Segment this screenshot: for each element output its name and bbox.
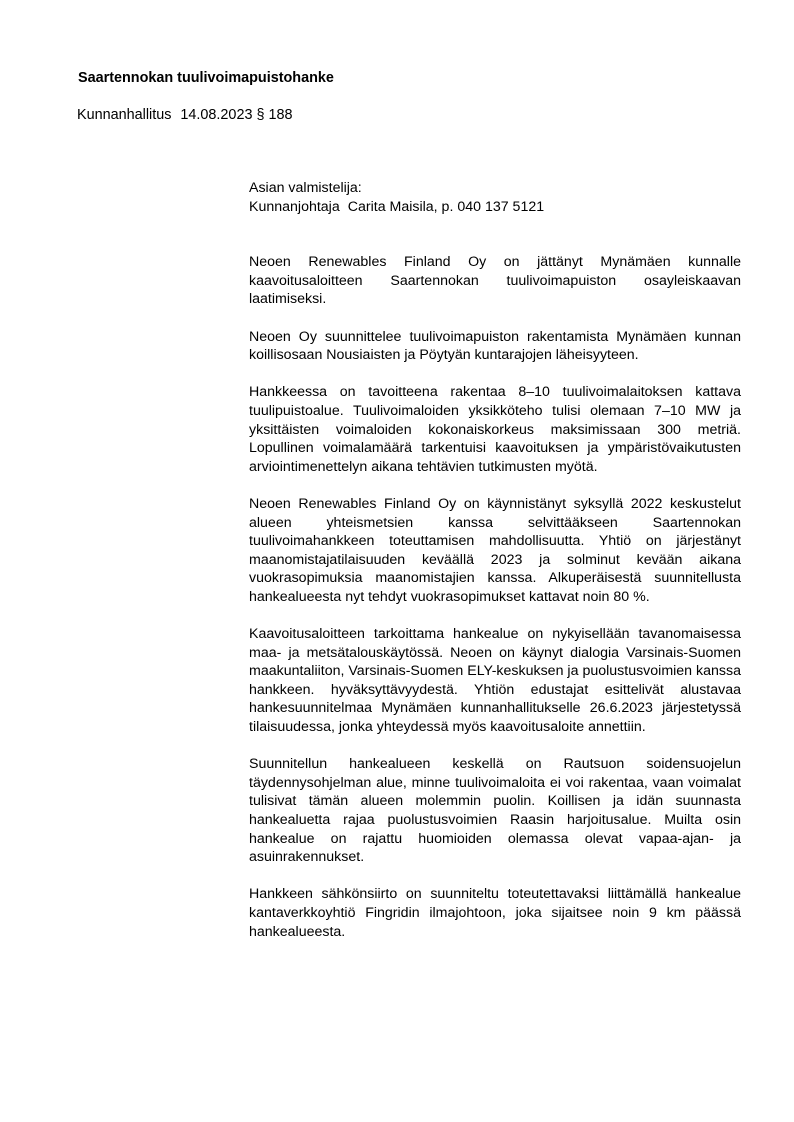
preparer-line (249, 198, 741, 217)
body-paragraphs (249, 253, 741, 941)
paragraph-landowners: Neoen Renewables Finland Oy on käynnistänyt syksyllä 2022 keskustelut alueen yhteismetsien kanssa selvittääkseen Saartennokan tuulivoimahankkeen toteuttamisen mahdollisuutta. Yhtiö on järjestänyt maanomistajatilaisuuden keväällä 2023 ja solminut kevään aikana vuokrasopimuksia maanomistajien kanssa. Alkuperäisestä suunnitellusta hankealueesta nyt tehdyt vuokrasopimukset kattavat noin 80 %. (249, 495, 741, 605)
paragraph-project-scope: Hankkeessa on tavoitteena rakentaa 8–10 tuulivoimalaitoksen kattava tuulipuistoalue. Tuulivoimaloiden yksikköteho tulisi olemaan 7–10 MW ja yksittäisten voimaloiden kokonaiskorkeus maksimissaan 300 metriä. Lopullinen voimalamäärä tarkentuisi kaavoituksen ja ympäristövaikutusten arviointimenettelyn aikana tehtävien tutkimusten myötä. (249, 384, 741, 475)
paragraph-initiative: Neoen Renewables Finland Oy on jättänyt Mynämäen kunnalle kaavoitusaloitteen Saartennokan tuulivoimapuiston osayleiskaavan laatimiseksi. (249, 254, 741, 308)
paragraph-location: Neoen Oy suunnittelee tuulivoimapuiston rakentamista Mynämäen kunnan koillisosaan Nousiaisten ja Pöytyän kuntarajojen läheisyyteen. (249, 328, 741, 364)
preparer-block (249, 179, 741, 216)
paragraph-grid-connection: Hankkeen sähkönsiirto on suunniteltu toteutettavaksi liittämällä hankealue kantaverkkoyhtiö Fingridin ilmajohtoon, joka sijaitsee noin 9 km päässä hankealueesta. (249, 886, 741, 940)
preparer-name-phone: Carita Maisila, p. 040 137 5121 (347, 198, 545, 215)
meeting-body: Kunnanhallitus (77, 107, 172, 123)
paragraph-land-use: Kaavoitusaloitteen tarkoittama hankealue on nykyisellään tavanomaisessa maa- ja metsätalouskäytössä. Neoen on käynyt dialogia Varsinais-Suomen maakuntaliiton, Varsinais-Suomen ELY-keskuksen ja puolustusvoimien kanssa hankkeen. hyväksyttävyydestä. Yhtiön edustajat esittelivät alustavaa hankesuunnitelmaa Mynämäen kunnanhallitukselle 26.6.2023 järjestetyssä tilaisuudessa, jonka yhteydessä myös kaavoitusaloite annettiin. (249, 626, 741, 736)
document-title: Saartennokan tuulivoimapuistohanke (78, 70, 334, 86)
paragraph-area-restrictions: Suunnitellun hankealueen keskellä on Rautsuon soidensuojelun täydennysohjelman alue, minne tuulivoimaloita ei voi rakentaa, vaan voimalat tulisivat tämän alueen molemmin puolin. Koillisen ja idän suunnasta hankealuetta rajaa puolustusvoimien Raasin harjoitusalue. Muilta osin hankealue on rajattu huomioiden olemassa olevat vapaa-ajan- ja asuinrakennukset. (249, 756, 741, 866)
document-body (249, 179, 741, 941)
preparer-label: Asian valmistelija: (249, 180, 362, 196)
meeting-reference (77, 106, 292, 124)
preparer-role: Kunnanjohtaja (249, 198, 340, 215)
meeting-date-section: 14.08.2023 § 188 (180, 107, 293, 123)
